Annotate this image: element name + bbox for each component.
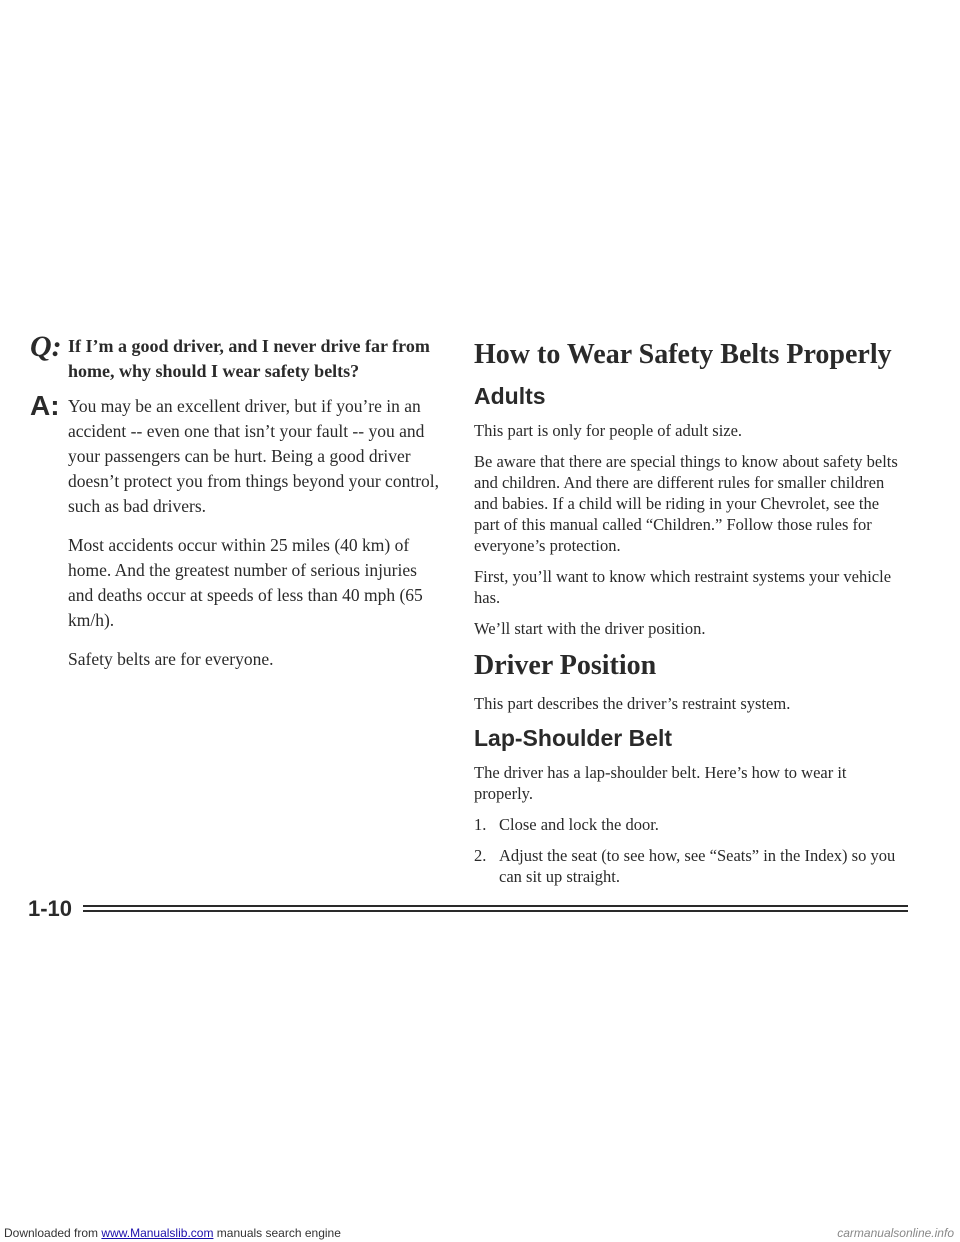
section-title: How to Wear Safety Belts Properly [474,339,892,370]
lap-paragraph: The driver has a lap-shoulder belt. Here’s how to wear it properly. [474,763,847,803]
download-prefix: Downloaded from [4,1226,99,1240]
answer-mark-label: A: [30,390,60,421]
steps-list [474,814,904,887]
adults-paragraph-3: First, you’ll want to know which restraint systems your vehicle has. [474,567,892,607]
answer-paragraph-3: Safety belts are for everyone. [68,649,274,669]
question-text: If I’m a good driver, and I never drive far from home, why should I wear safety belts? [68,336,430,381]
qa-column [30,330,440,686]
footer-rule-bottom [83,910,908,912]
instructions-column [474,338,904,897]
step-number: 2. [474,846,487,865]
answer-paragraph-2: Most accidents occur within 25 miles (40 km) of home. And the greatest number of serious injuries and deaths occur at speeds of less than 40 mph (65 km/h). [68,535,423,630]
driver-paragraph: This part describes the driver’s restraint system. [474,694,791,713]
step-item [474,845,904,887]
adults-heading: Adults [474,383,546,409]
answer-paragraph-1: You may be an excellent driver, but if you’re in an accident -- even one that isn’t your fault -- you and your passengers can be hurt. Being a good driver doesn’t protect you from things beyond your control, such as bad drivers. [68,396,440,516]
download-bar [0,1224,960,1242]
answer-block [30,390,440,672]
footer-rule-top [83,905,908,907]
driver-position-heading: Driver Position [474,650,657,681]
lap-shoulder-belt-heading: Lap-Shoulder Belt [474,725,673,751]
step-text: Close and lock the door. [499,815,659,834]
download-credit [4,1226,341,1240]
manualslib-link[interactable]: www.Manualslib.com [101,1226,214,1240]
step-number: 1. [474,815,487,834]
adults-paragraph-4: We’ll start with the driver position. [474,619,706,638]
step-text: Adjust the seat (to see how, see “Seats” in the Index) so you can sit up straight. [499,846,896,886]
download-suffix: manuals search engine [216,1226,341,1240]
adults-paragraph-1: This part is only for people of adult size. [474,421,743,440]
page-number: 1-10 [28,896,73,921]
step-item [474,814,904,835]
adults-paragraph-2: Be aware that there are special things to know about safety belts and children. And there are different rules for smaller children and babies. If a child will be riding in your Chevrolet, see the part of this manual called “Children.” Follow those rules for everyone’s protection. [474,452,898,555]
question-block [30,330,440,384]
question-mark-label: Q: [30,330,62,363]
page-footer [28,896,908,920]
watermark-text: carmanualsonline.info [837,1226,954,1240]
